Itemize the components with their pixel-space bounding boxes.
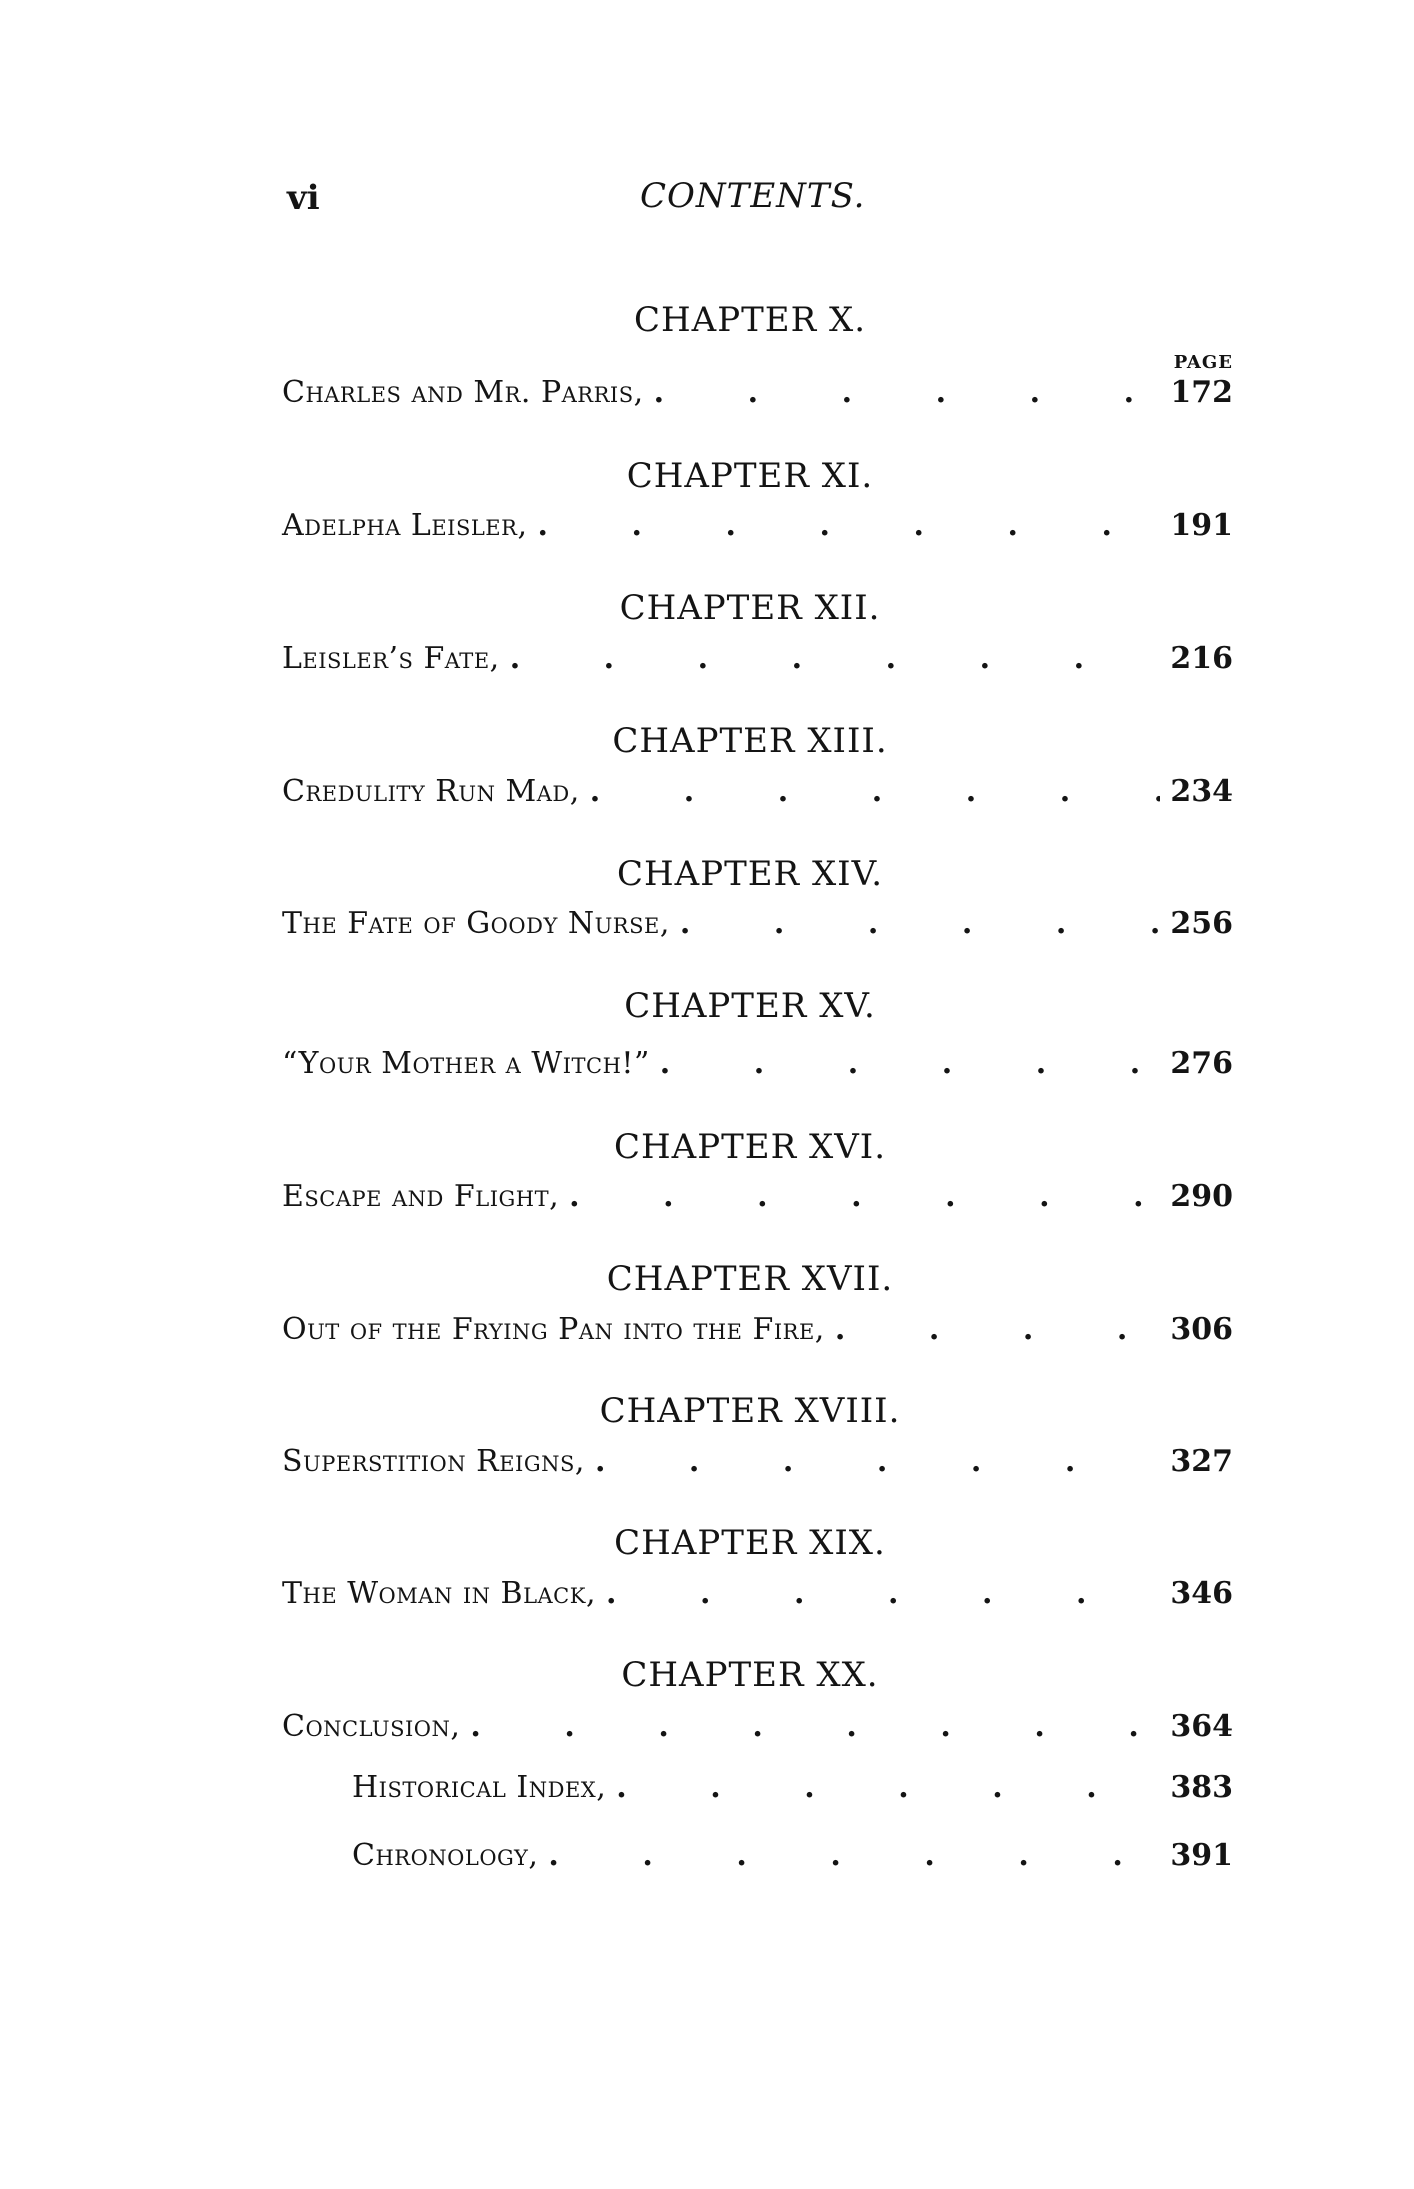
chapter-heading: CHAPTER XV. [624,986,876,1026]
chapter-heading: CHAPTER XX. [621,1655,879,1695]
entry-title: Historical Index, [352,1770,607,1805]
chapter-heading: CHAPTER XVII. [606,1259,894,1299]
entry-page: 172 [1170,375,1233,410]
chapter-heading: CHAPTER XIX. [614,1523,886,1563]
entry-title: The Woman in Black, [282,1576,596,1611]
entry-page: 290 [1170,1179,1233,1214]
dot-leader [606,1576,1160,1611]
entry-page: 327 [1170,1444,1233,1479]
entry-page: 364 [1170,1709,1233,1744]
entry-title: Out of the Frying Pan into the Fire, [282,1312,825,1347]
entry-page: 256 [1170,906,1233,941]
chapter-heading: CHAPTER XVIII. [599,1391,901,1431]
dot-leader [680,906,1161,941]
dot-leader [569,1179,1160,1214]
entry-page: 306 [1170,1312,1233,1347]
entry-title: Adelpha Leisler, [282,508,528,543]
entry-title: Credulity Run Mad, [282,774,580,809]
toc-entry-appendix [352,1838,1233,1880]
entry-title: Leisler’s Fate, [282,641,500,676]
entry-title: “Your Mother a Witch!” [282,1046,650,1081]
toc-entry [282,774,1233,816]
dot-leader [590,774,1161,809]
entry-page: 234 [1170,774,1233,809]
dot-leader [660,1046,1161,1081]
toc-entry [282,1576,1233,1618]
chapter-heading: CHAPTER XIII. [612,721,888,761]
entry-page: 346 [1170,1576,1233,1611]
entry-page: 191 [1170,508,1233,543]
entry-title: Escape and Flight, [282,1179,560,1214]
toc-entry [282,1444,1233,1486]
chapter-heading: CHAPTER XII. [619,588,881,628]
toc-entry [282,1709,1233,1751]
toc-entry [282,641,1233,683]
running-head: CONTENTS. [640,176,866,216]
chapter-heading: CHAPTER XI. [626,456,874,496]
entry-page: 383 [1170,1770,1233,1805]
chapter-heading: CHAPTER XIV. [616,854,884,894]
page-number: vi [287,178,320,218]
toc-entry [282,906,1233,948]
entry-title: Conclusion, [282,1709,461,1744]
dot-leader [548,1838,1160,1873]
entry-title: The Fate of Goody Nurse, [282,906,670,941]
page-column-label: PAGE [1173,352,1233,373]
dot-leader [654,375,1161,410]
toc-entry [282,1046,1233,1088]
dot-leader [616,1770,1160,1805]
entry-title: Chronology, [352,1838,539,1873]
entry-page: 216 [1170,641,1233,676]
toc-entry-appendix [352,1770,1233,1812]
chapter-heading: CHAPTER XVI. [614,1127,886,1167]
toc-entry [282,1312,1233,1354]
dot-leader [595,1444,1160,1479]
dot-leader [537,508,1160,543]
entry-page: 391 [1170,1838,1233,1873]
toc-entry [282,1179,1233,1221]
chapter-heading: CHAPTER X. [633,300,866,340]
entry-title: Charles and Mr. Parris, [282,375,644,410]
entry-title: Superstition Reigns, [282,1444,585,1479]
dot-leader [510,641,1161,676]
dot-leader [835,1312,1161,1347]
dot-leader [470,1709,1160,1744]
entry-page: 276 [1170,1046,1233,1081]
toc-entry [282,508,1233,550]
toc-entry [282,375,1233,417]
